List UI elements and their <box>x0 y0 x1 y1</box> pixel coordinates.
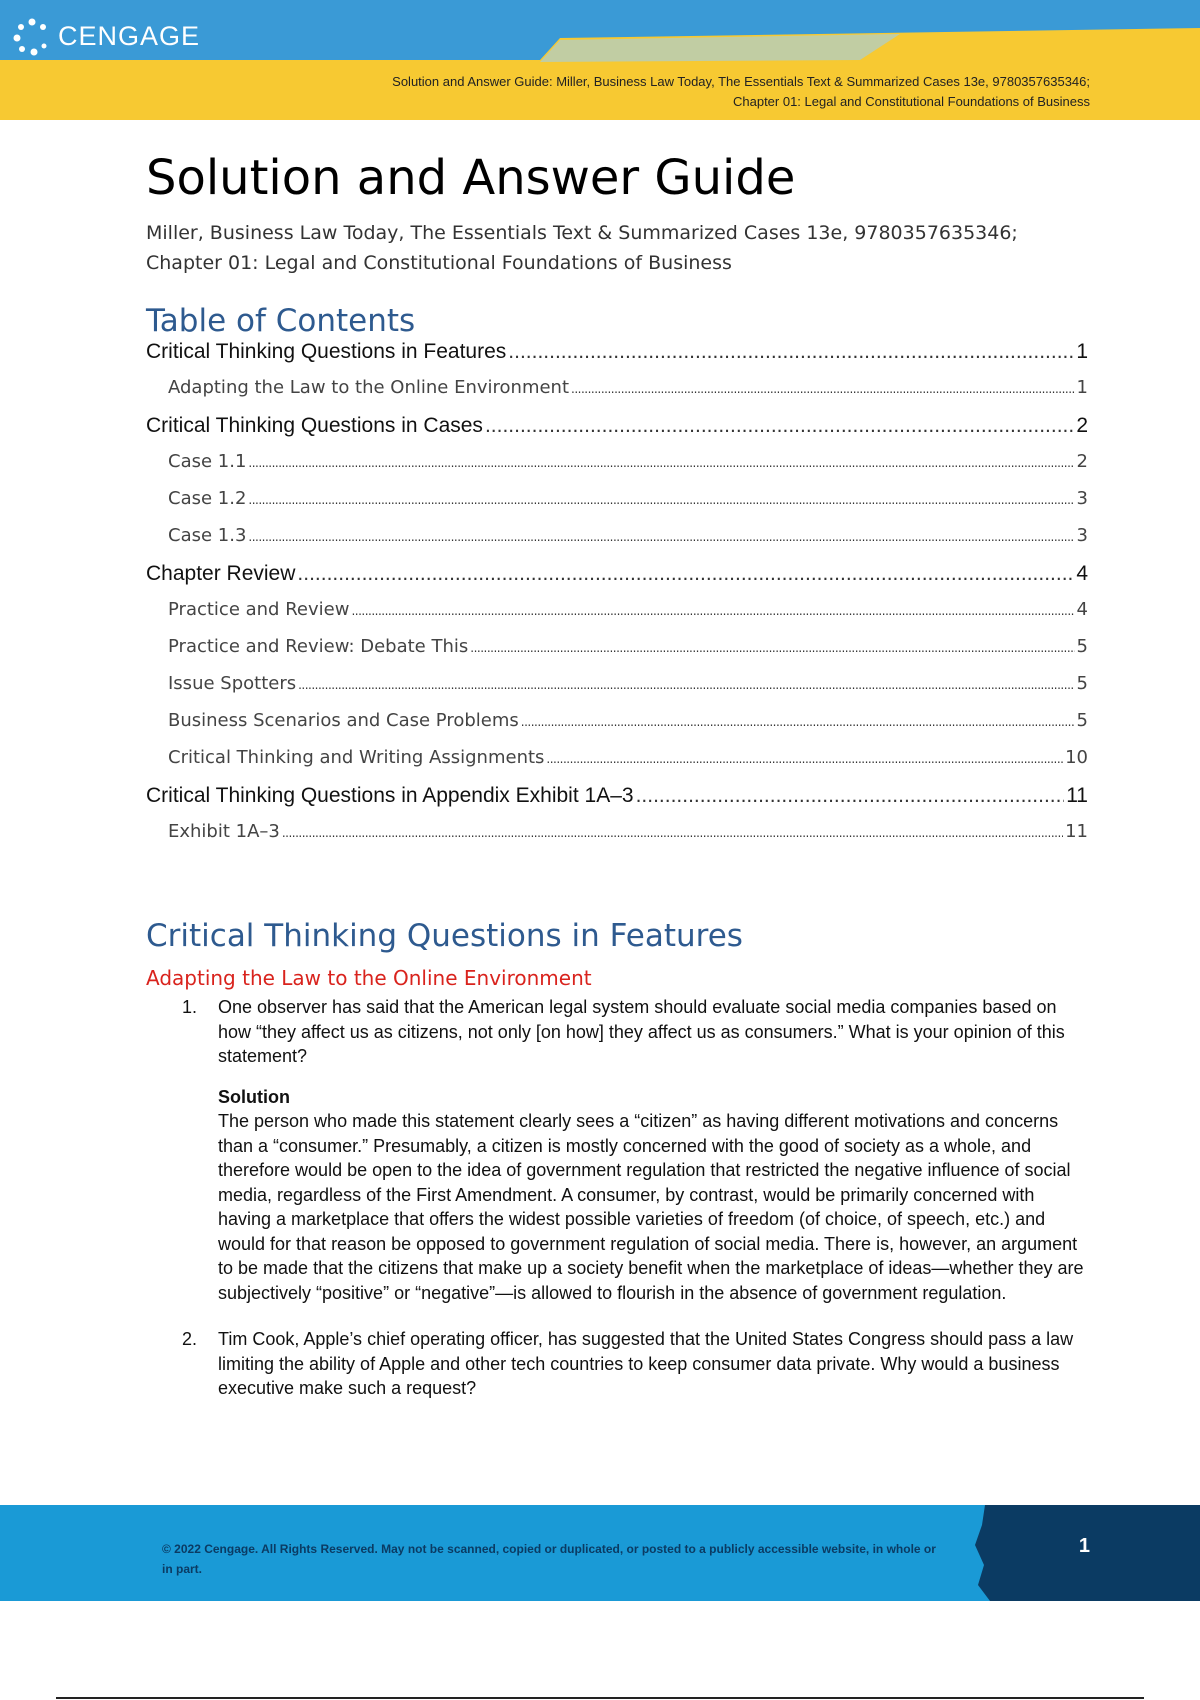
toc-leader <box>248 530 1074 544</box>
cengage-logo <box>12 16 200 56</box>
page-footer <box>0 1505 1200 1601</box>
toc-leader <box>298 678 1074 692</box>
toc-entry[interactable] <box>146 525 1088 562</box>
page-subtitle <box>146 218 1076 278</box>
toc-leader <box>546 752 1063 766</box>
toc-leader <box>470 641 1074 655</box>
toc-entry-label: Critical Thinking Questions in Appendix Exhibit 1A–3 <box>146 784 634 807</box>
toc-leader <box>571 382 1075 396</box>
question-item <box>182 995 1088 1305</box>
toc-entry-page: 4 <box>1076 599 1088 620</box>
toc-entry-label: Case 1.3 <box>168 525 247 546</box>
toc-entry-label: Exhibit 1A–3 <box>168 821 280 842</box>
subsection-heading: Adapting the Law to the Online Environment <box>146 966 592 990</box>
toc-heading: Table of Contents <box>146 303 416 339</box>
section-heading: Critical Thinking Questions in Features <box>146 918 743 954</box>
toc-entry[interactable] <box>146 821 1088 858</box>
toc-entry-label: Critical Thinking Questions in Cases <box>146 414 483 437</box>
toc-entry-page: 2 <box>1076 414 1088 437</box>
header-line-2: Chapter 01: Legal and Constitutional Foundations of Business <box>732 94 1090 109</box>
page-number: 1 <box>1078 1535 1090 1557</box>
toc-entry[interactable] <box>146 414 1088 451</box>
logo-text: CENGAGE <box>58 20 201 51</box>
toc-entry-page: 5 <box>1076 710 1088 731</box>
toc-entry-page: 3 <box>1076 525 1088 546</box>
toc-entry-page: 1 <box>1076 377 1088 398</box>
toc-entry[interactable] <box>146 562 1088 599</box>
toc-entry[interactable] <box>146 488 1088 525</box>
toc-entry[interactable] <box>146 377 1088 414</box>
solution-text: The person who made this statement clearly sees a “citizen” as having different motivations and concerns than a “consumer.” Presumably, a citizen is mostly concerned with the good of society as a whole, and therefore would be open to the idea of government regulation that restricted the negative influence of social media, regardless of the First Amendment. A consumer, by contrast, would be primarily concerned with having a marketplace that offers the widest possible varieties of freedom (of choice, of speech, etc.) and would for that reason be opposed to government regulation of social media. There is, however, an argument to be made that the citizens that make up a society benefit when the marketplace of ideas—whether they are subjectively “positive” or “negative”—is allowed to flourish in the absence of government regulation. <box>218 1111 1084 1303</box>
toc-entry[interactable] <box>146 340 1088 377</box>
toc-entry-page: 11 <box>1065 821 1088 842</box>
question-number: 2. <box>182 1329 198 1349</box>
bottom-divider <box>56 1697 1144 1699</box>
solution-label: Solution <box>218 1086 290 1107</box>
header-line-1: Solution and Answer Guide: Miller, Business Law Today, The Essentials Text & Summarized Cases 13e, 9780357635346; <box>392 74 1090 89</box>
subtitle-line-2: Chapter 01: Legal and Constitutional Foundations of Business <box>146 252 732 274</box>
toc-entry-page: 5 <box>1076 636 1088 657</box>
toc-leader <box>485 414 1074 438</box>
toc-leader <box>248 493 1074 507</box>
toc-leader <box>297 562 1074 586</box>
toc-entry[interactable] <box>146 710 1088 747</box>
toc-entry-label: Business Scenarios and Case Problems <box>168 710 519 731</box>
toc-leader <box>282 826 1063 840</box>
toc-entry[interactable] <box>146 599 1088 636</box>
question-text: Tim Cook, Apple’s chief operating officer, has suggested that the United States Congress should pass a law limiting the ability of Apple and other tech countries to keep consumer data private. Why would a business executive make such a request? <box>218 1329 1074 1398</box>
toc-leader <box>351 604 1074 618</box>
toc-entry-page: 3 <box>1076 488 1088 509</box>
toc-entry[interactable] <box>146 451 1088 488</box>
toc-entry-page: 4 <box>1076 562 1088 585</box>
cengage-logo-icon <box>12 16 52 56</box>
toc-entry[interactable] <box>146 784 1088 821</box>
toc-leader <box>248 456 1074 470</box>
toc-entry[interactable] <box>146 747 1088 784</box>
toc-leader <box>636 784 1065 808</box>
footer-copyright: © 2022 Cengage. All Rights Reserved. May not be scanned, copied or duplicated, or posted to a publicly accessible website, in whole or in part. <box>162 1542 936 1576</box>
question-body <box>218 995 1088 1305</box>
toc-leader <box>508 340 1074 364</box>
toc-entry-label: Critical Thinking and Writing Assignments <box>168 747 545 768</box>
table-of-contents <box>146 340 1088 858</box>
toc-entry-label: Practice and Review: Debate This <box>168 636 469 657</box>
toc-entry-label: Chapter Review <box>146 562 296 585</box>
toc-entry-label: Adapting the Law to the Online Environment <box>168 377 570 398</box>
page-title: Solution and Answer Guide <box>146 150 796 206</box>
toc-entry-label: Critical Thinking Questions in Features <box>146 340 507 363</box>
toc-entry-label: Issue Spotters <box>168 673 297 694</box>
question-item <box>182 1327 1088 1401</box>
toc-entry[interactable] <box>146 673 1088 710</box>
toc-entry-label: Case 1.1 <box>168 451 247 472</box>
toc-entry-page: 5 <box>1076 673 1088 694</box>
toc-entry-page: 1 <box>1076 340 1088 363</box>
subtitle-line-1: Miller, Business Law Today, The Essentials Text & Summarized Cases 13e, 9780357635346; <box>146 222 1018 244</box>
toc-entry[interactable] <box>146 636 1088 673</box>
toc-entry-page: 10 <box>1065 747 1088 768</box>
toc-entry-page: 2 <box>1076 451 1088 472</box>
question-number: 1. <box>182 997 198 1017</box>
question-body <box>218 1327 1088 1401</box>
toc-entry-label: Case 1.2 <box>168 488 247 509</box>
toc-leader <box>521 715 1075 729</box>
question-text: One observer has said that the American legal system should evaluate social media companies based on how “they affect us as citizens, not only [on how] they affect us as consumers.” What is your opinion of this statement? <box>218 997 1065 1066</box>
question-list <box>182 995 1088 1401</box>
toc-entry-label: Practice and Review <box>168 599 350 620</box>
page-header <box>0 0 1200 120</box>
toc-entry-page: 11 <box>1066 784 1088 807</box>
